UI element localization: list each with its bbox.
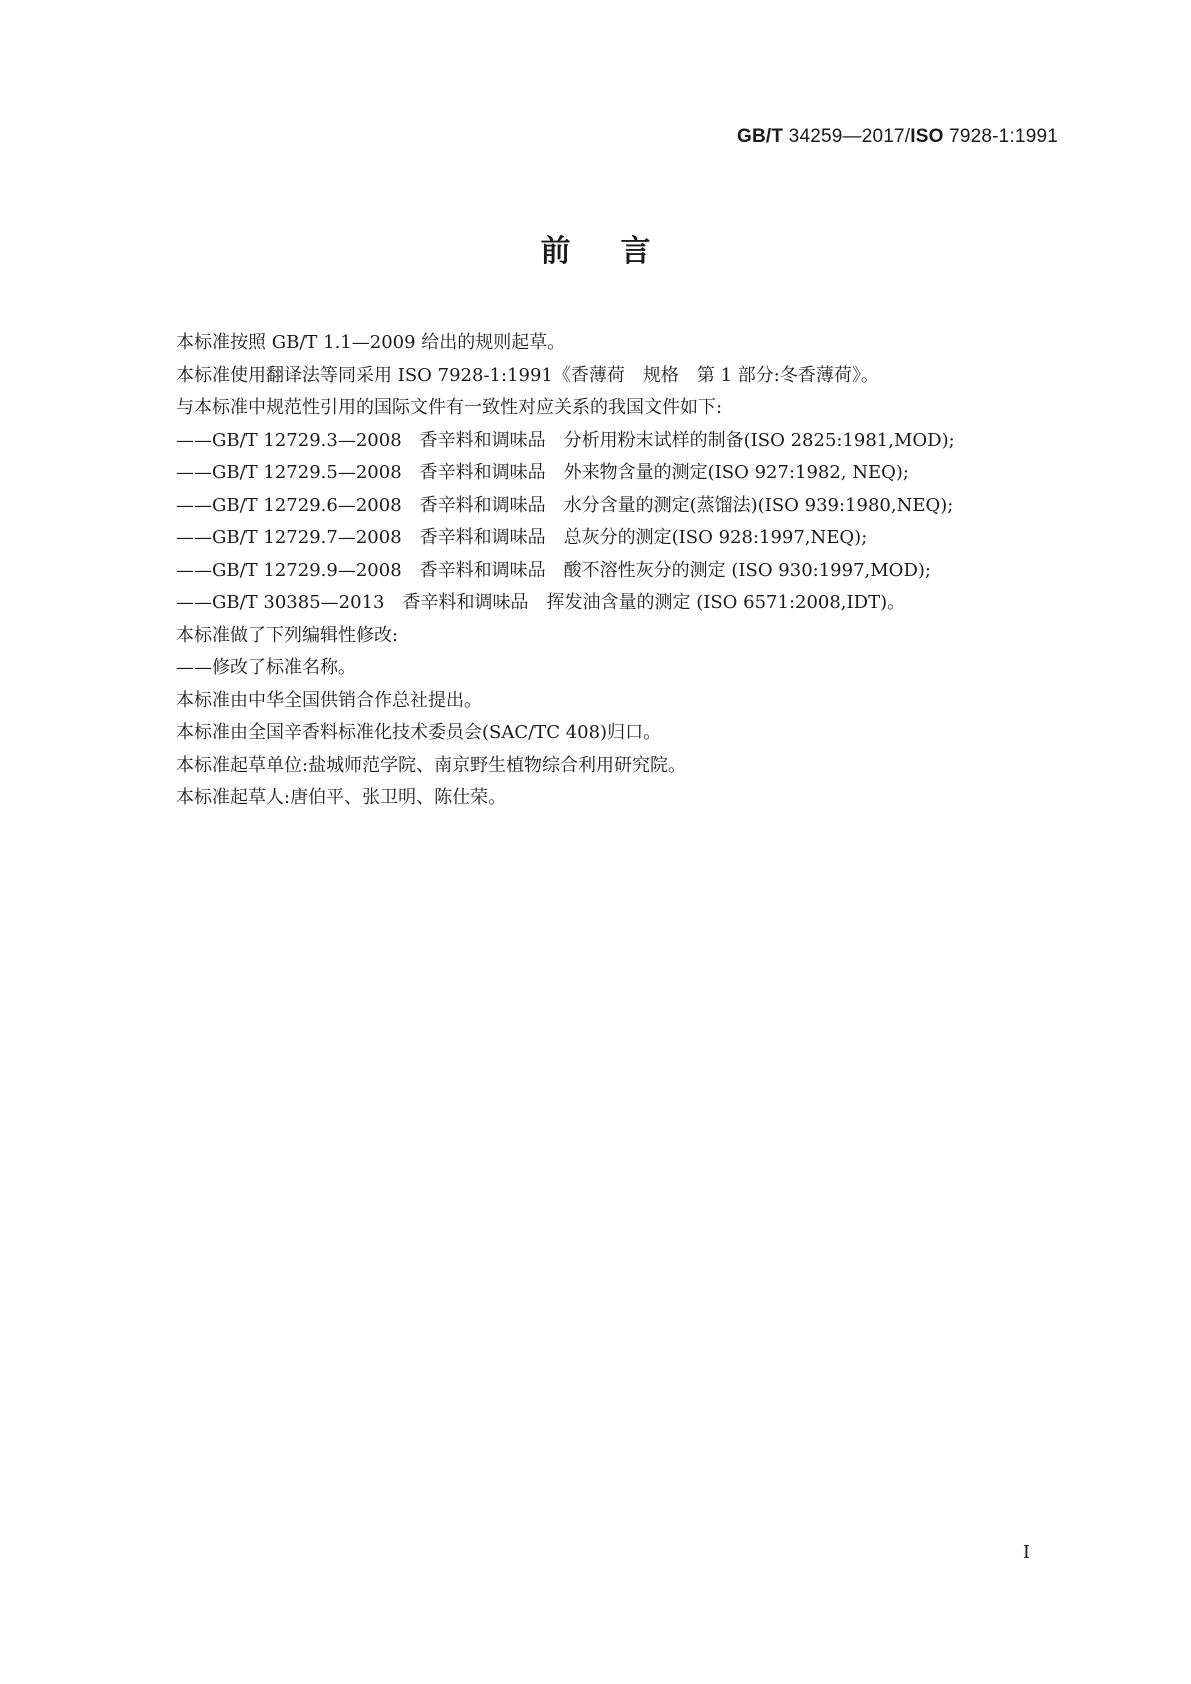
foreword-line: ——GB/T 12729.3—2008 香辛料和调味品 分析用粉末试样的制备(ISO 2825:1981,MOD); bbox=[176, 429, 955, 451]
foreword-line: 本标准由中华全国供销合作总社提出。 bbox=[176, 689, 482, 711]
foreword-line: 本标准起草单位:盐城师范学院、南京野生植物综合利用研究院。 bbox=[176, 754, 687, 776]
foreword-body bbox=[176, 327, 1076, 815]
foreword-line: ——GB/T 12729.6—2008 香辛料和调味品 水分含量的测定(蒸馏法)(ISO 939:1980,NEQ); bbox=[176, 494, 954, 516]
foreword-line: 本标准按照 GB/T 1.1—2009 给出的规则起草。 bbox=[176, 332, 566, 353]
foreword-line: 本标准做了下列编辑性修改: bbox=[176, 624, 399, 646]
foreword-line: ——GB/T 12729.7—2008 香辛料和调味品 总灰分的测定(ISO 928:1997,NEQ); bbox=[176, 527, 868, 548]
foreword-line: 本标准使用翻译法等同采用 ISO 7928-1:1991《香薄荷 规格 第 1 部分:冬香薄荷》。 bbox=[176, 364, 879, 386]
standard-code-iso-number: 7928-1:1991 bbox=[943, 126, 1058, 147]
foreword-line: ——GB/T 12729.5—2008 香辛料和调味品 外来物含量的测定(ISO 927:1982, NEQ); bbox=[176, 462, 909, 483]
standard-code-prefix: GB/T bbox=[737, 126, 784, 147]
page-title: 前言 bbox=[540, 234, 701, 269]
standard-code-iso: ISO bbox=[910, 126, 944, 147]
foreword-line: ——修改了标准名称。 bbox=[176, 657, 356, 678]
foreword-line: ——GB/T 30385—2013 香辛料和调味品 挥发油含量的测定 (ISO 6571:2008,IDT)。 bbox=[176, 592, 906, 613]
standard-code-number: 34259—2017/ bbox=[783, 126, 911, 147]
standard-code bbox=[737, 126, 1058, 148]
foreword-line: 本标准由全国辛香料标准化技术委员会(SAC/TC 408)归口。 bbox=[176, 722, 662, 743]
foreword-line: 与本标准中规范性引用的国际文件有一致性对应关系的我国文件如下: bbox=[176, 397, 723, 418]
foreword-line: 本标准起草人:唐伯平、张卫明、陈仕荣。 bbox=[176, 787, 507, 808]
page-number: I bbox=[1022, 1542, 1030, 1563]
foreword-line: ——GB/T 12729.9—2008 香辛料和调味品 酸不溶性灰分的测定 (ISO 930:1997,MOD); bbox=[176, 559, 931, 581]
